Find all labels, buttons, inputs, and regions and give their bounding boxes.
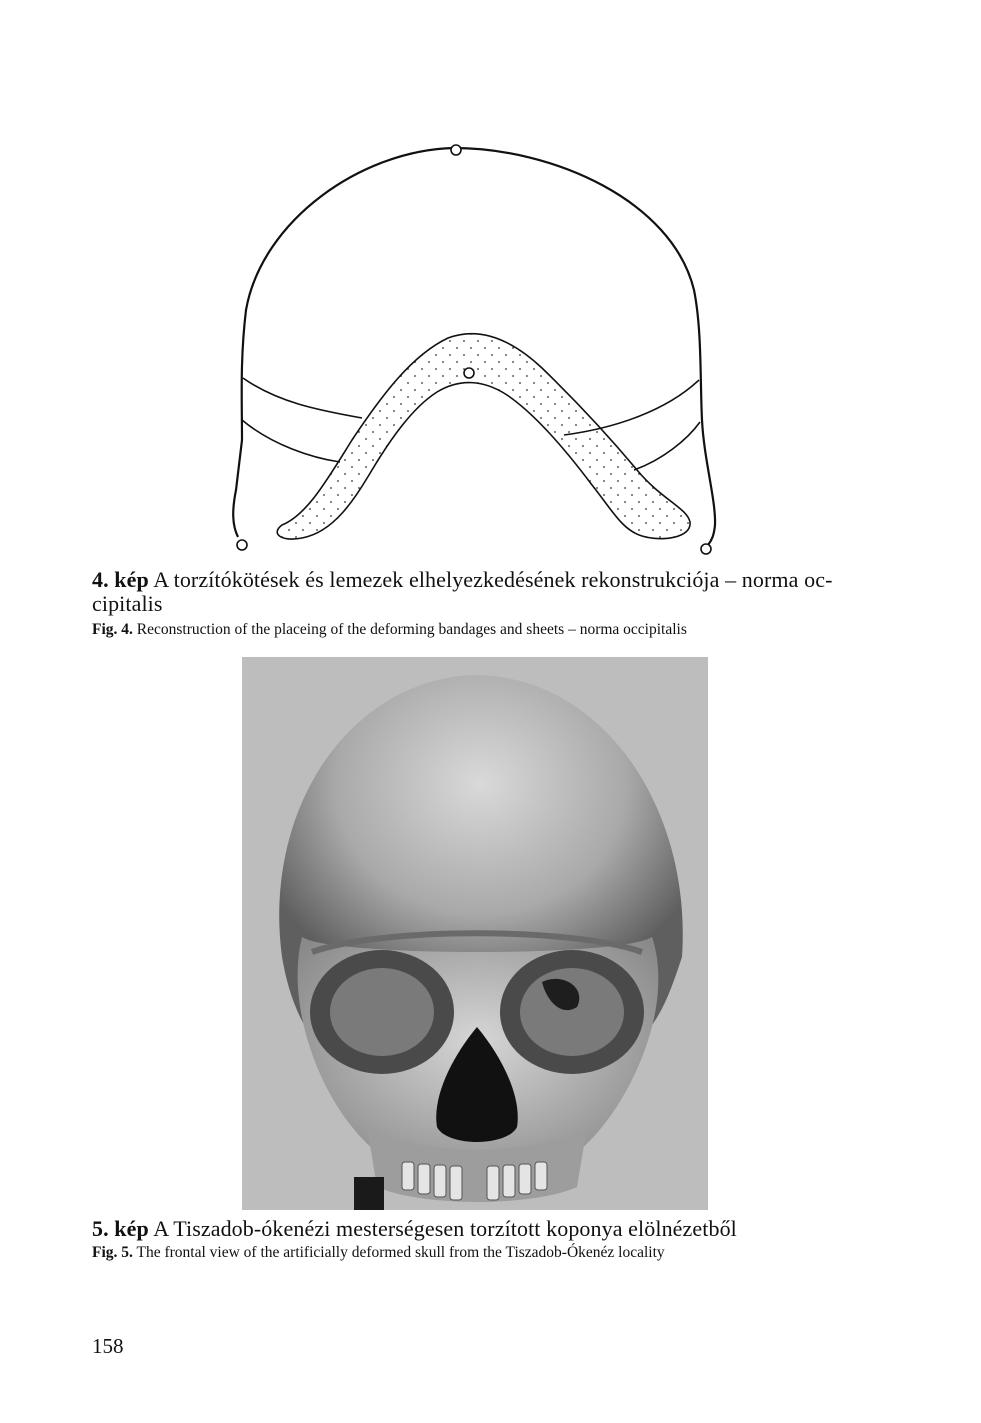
bandage-upper [243, 378, 362, 418]
figure-4-caption-en-text: Reconstruction of the placeing of the deforming bandages and sheets – norma occipitalis [136, 621, 687, 638]
figure-4-label-en: Fig. 4. [92, 621, 133, 638]
figure-4-caption-hu-text: A torzítókötések és lemezek elhelyezkedésének rekonstrukciója – norma occipitalis [92, 567, 833, 616]
landmark-left-mastoid [237, 540, 247, 550]
figure-4-caption-en [92, 621, 882, 639]
figure-4-caption-hu [92, 568, 882, 616]
figure-4-label-hu: 4. kép [92, 567, 149, 592]
bandage-lower [242, 420, 340, 462]
bandage-lower-right [634, 422, 700, 470]
landmark-vertex [451, 145, 461, 155]
deforming-sheet [277, 334, 690, 539]
figure-5-caption-hu-text: A Tiszadob-ókenézi mesterségesen torzított koponya elölnézetből [153, 1216, 737, 1241]
page-number: 158 [92, 1334, 124, 1358]
figure-5-caption-en [92, 1244, 882, 1262]
landmark-lambda [464, 368, 474, 378]
figure-5-caption-en-text: The frontal view of the artificially deformed skull from the Tiszadob-Ókenéz locality [136, 1244, 665, 1261]
figure-5-caption-hu [92, 1217, 882, 1241]
landmark-right-mastoid [701, 544, 711, 554]
figure-4-drawing [222, 140, 732, 560]
figure-5-photo [242, 657, 708, 1210]
figure-5-label-hu: 5. kép [92, 1216, 149, 1241]
figure-5-label-en: Fig. 5. [92, 1244, 133, 1261]
